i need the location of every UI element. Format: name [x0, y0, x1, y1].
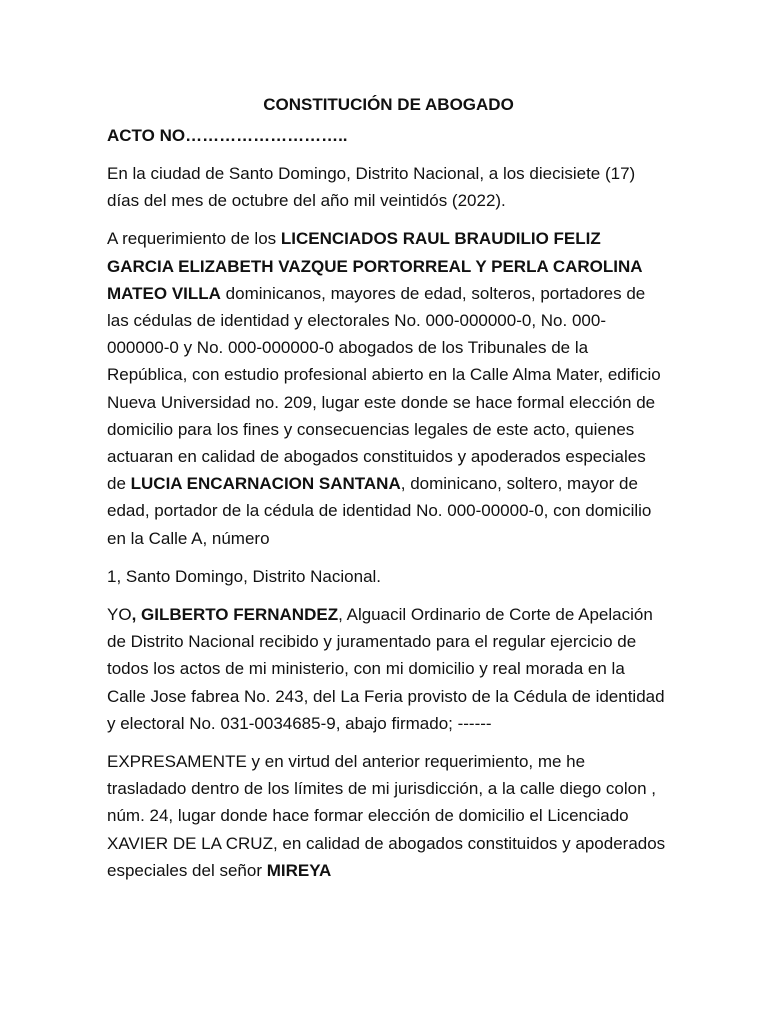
paragraph-text: , Alguacil Ordinario de Corte de Apelación de Distrito Nacional recibido y juramentado para el regular ejercicio de todos los actos de mi ministerio, con mi domicilio y real morada en la Calle Jose fabrea No. 243, del La Feria provisto de la Cédula de identidad y electoral No. 031-0034685-9, abajo firmado; ------ — [107, 605, 665, 733]
paragraph-text: , dominicano, soltero, mayor de edad, portador de la cédula de identidad No. 000-00000-0, con domicilio en la Calle A, número — [107, 474, 652, 548]
paragraph-alguacil — [107, 601, 668, 737]
paragraph-date: En la ciudad de Santo Domingo, Distrito Nacional, a los diecisiete (17) días del mes de octubre del año mil veintidós (2022). — [107, 164, 636, 211]
paragraph-text: dominicanos, mayores de edad, solteros, portadores de las cédulas de identidad y electorales No. 000-000000-0, No. 000-000000-0 y No. 000-000000-0 abogados de los Tribunales de la República, con estudio profesional abierto en la Calle Alma Mater, edificio Nueva Universidad no. 209, lugar este donde se hace formal elección de domicilio para los fines y consecuencias legales de este acto, quienes actuaran en calidad de abogados constituidos y apoderados especiales de — [107, 283, 661, 494]
alguacil-name: , GILBERTO FERNANDEZ — [131, 605, 339, 625]
acto-number: ACTO NO……………………….. — [107, 126, 348, 145]
paragraph-text: EXPRESAMENTE y en virtud del anterior requerimiento, me he trasladado dentro de los límites de mi jurisdicción, a la calle diego colon , núm. 24, lugar donde hace formar elección de domicilio el Licenciado XAVIER DE LA CRUZ, en calidad de abogados constituidos y apoderados especiales del señor — [107, 752, 666, 880]
document-title: CONSTITUCIÓN DE ABOGADO — [263, 95, 514, 114]
party-name: MIREYA — [266, 860, 332, 880]
paragraph-text: A requerimiento de los — [107, 229, 281, 249]
paragraph-requerimiento — [107, 225, 668, 551]
paragraph-expresamente — [107, 748, 668, 884]
paragraph-text: YO — [107, 605, 132, 625]
paragraph-address-continued: 1, Santo Domingo, Distrito Nacional. — [107, 566, 382, 586]
lawyers-names: LICENCIADOS RAUL BRAUDILIO FELIZ GARCIA ELIZABETH VAZQUE PORTORREAL Y PERLA CAROLINA MATEO VILLA — [107, 229, 642, 303]
client-name: LUCIA ENCARNACION SANTANA — [130, 474, 401, 494]
